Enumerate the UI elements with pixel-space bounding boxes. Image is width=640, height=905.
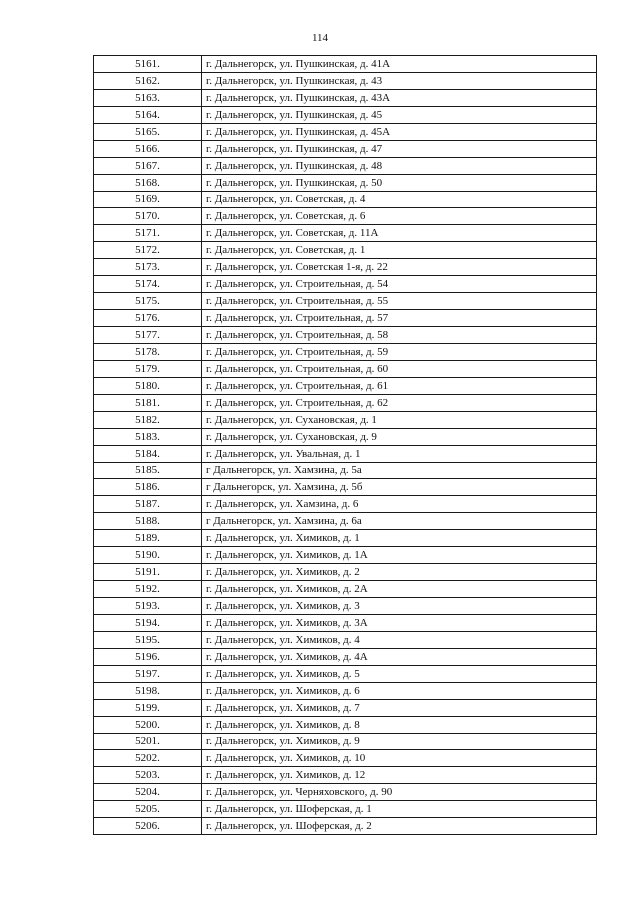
address-cell: г. Дальнегорск, ул. Сухановская, д. 9 (202, 428, 597, 445)
row-number-cell: 5189. (94, 530, 202, 547)
address-cell: г. Дальнегорск, ул. Шоферская, д. 1 (202, 801, 597, 818)
table-row (94, 259, 597, 276)
row-number-cell: 5186. (94, 479, 202, 496)
table-row (94, 56, 597, 73)
address-cell: г. Дальнегорск, ул. Химиков, д. 6 (202, 682, 597, 699)
row-number-cell: 5172. (94, 242, 202, 259)
table-row (94, 242, 597, 259)
address-cell: г. Дальнегорск, ул. Химиков, д. 5 (202, 665, 597, 682)
row-number-cell: 5183. (94, 428, 202, 445)
address-cell: г. Дальнегорск, ул. Советская, д. 11А (202, 225, 597, 242)
address-cell: г Дальнегорск, ул. Хамзина, д. 6а (202, 513, 597, 530)
table-row (94, 614, 597, 631)
table-row (94, 310, 597, 327)
row-number-cell: 5188. (94, 513, 202, 530)
row-number-cell: 5165. (94, 123, 202, 140)
address-cell: г Дальнегорск, ул. Хамзина, д. 5а (202, 462, 597, 479)
table-row (94, 174, 597, 191)
row-number-cell: 5175. (94, 293, 202, 310)
table-row (94, 496, 597, 513)
address-cell: г. Дальнегорск, ул. Черняховского, д. 90 (202, 784, 597, 801)
address-cell: г. Дальнегорск, ул. Строительная, д. 58 (202, 327, 597, 344)
address-cell: г. Дальнегорск, ул. Химиков, д. 3 (202, 598, 597, 615)
address-table-body (94, 56, 597, 835)
address-cell: г. Дальнегорск, ул. Хамзина, д. 6 (202, 496, 597, 513)
table-row (94, 208, 597, 225)
table-row (94, 106, 597, 123)
address-cell: г. Дальнегорск, ул. Советская 1-я, д. 22 (202, 259, 597, 276)
address-cell: г. Дальнегорск, ул. Увальная, д. 1 (202, 445, 597, 462)
table-row (94, 428, 597, 445)
address-cell: г. Дальнегорск, ул. Пушкинская, д. 45 (202, 106, 597, 123)
row-number-cell: 5191. (94, 564, 202, 581)
address-cell: г. Дальнегорск, ул. Строительная, д. 62 (202, 394, 597, 411)
row-number-cell: 5177. (94, 327, 202, 344)
address-cell: г. Дальнегорск, ул. Советская, д. 1 (202, 242, 597, 259)
table-row (94, 818, 597, 835)
address-table-container (93, 55, 597, 835)
table-row (94, 479, 597, 496)
table-row (94, 682, 597, 699)
address-cell: г. Дальнегорск, ул. Строительная, д. 57 (202, 310, 597, 327)
address-cell: г. Дальнегорск, ул. Пушкинская, д. 41А (202, 56, 597, 73)
row-number-cell: 5171. (94, 225, 202, 242)
table-row (94, 462, 597, 479)
row-number-cell: 5205. (94, 801, 202, 818)
address-cell: г. Дальнегорск, ул. Сухановская, д. 1 (202, 411, 597, 428)
row-number-cell: 5178. (94, 343, 202, 360)
address-cell: г. Дальнегорск, ул. Химиков, д. 1А (202, 547, 597, 564)
address-cell: г. Дальнегорск, ул. Строительная, д. 61 (202, 377, 597, 394)
row-number-cell: 5202. (94, 750, 202, 767)
row-number-cell: 5170. (94, 208, 202, 225)
address-cell: г. Дальнегорск, ул. Строительная, д. 60 (202, 360, 597, 377)
row-number-cell: 5185. (94, 462, 202, 479)
address-cell: г. Дальнегорск, ул. Химиков, д. 2 (202, 564, 597, 581)
address-cell: г. Дальнегорск, ул. Химиков, д. 12 (202, 767, 597, 784)
table-row (94, 699, 597, 716)
table-row (94, 293, 597, 310)
row-number-cell: 5198. (94, 682, 202, 699)
table-row (94, 225, 597, 242)
row-number-cell: 5166. (94, 140, 202, 157)
row-number-cell: 5200. (94, 716, 202, 733)
row-number-cell: 5182. (94, 411, 202, 428)
address-cell: г. Дальнегорск, ул. Химиков, д. 3А (202, 614, 597, 631)
row-number-cell: 5176. (94, 310, 202, 327)
address-cell: г. Дальнегорск, ул. Шоферская, д. 2 (202, 818, 597, 835)
address-cell: г. Дальнегорск, ул. Советская, д. 4 (202, 191, 597, 208)
address-cell: г. Дальнегорск, ул. Химиков, д. 2А (202, 581, 597, 598)
row-number-cell: 5193. (94, 598, 202, 615)
address-cell: г. Дальнегорск, ул. Химиков, д. 1 (202, 530, 597, 547)
table-row (94, 581, 597, 598)
row-number-cell: 5181. (94, 394, 202, 411)
address-cell: г. Дальнегорск, ул. Пушкинская, д. 43 (202, 72, 597, 89)
table-row (94, 750, 597, 767)
table-row (94, 513, 597, 530)
row-number-cell: 5190. (94, 547, 202, 564)
address-table (93, 55, 597, 835)
row-number-cell: 5204. (94, 784, 202, 801)
address-cell: г. Дальнегорск, ул. Пушкинская, д. 43А (202, 89, 597, 106)
address-cell: г. Дальнегорск, ул. Химиков, д. 8 (202, 716, 597, 733)
row-number-cell: 5161. (94, 56, 202, 73)
table-row (94, 767, 597, 784)
table-row (94, 140, 597, 157)
row-number-cell: 5173. (94, 259, 202, 276)
table-row (94, 784, 597, 801)
table-row (94, 343, 597, 360)
table-row (94, 276, 597, 293)
table-row (94, 445, 597, 462)
row-number-cell: 5206. (94, 818, 202, 835)
table-row (94, 648, 597, 665)
address-cell: г. Дальнегорск, ул. Химиков, д. 4 (202, 631, 597, 648)
row-number-cell: 5169. (94, 191, 202, 208)
table-row (94, 157, 597, 174)
row-number-cell: 5179. (94, 360, 202, 377)
address-cell: г. Дальнегорск, ул. Пушкинская, д. 47 (202, 140, 597, 157)
table-row (94, 394, 597, 411)
table-row (94, 547, 597, 564)
row-number-cell: 5197. (94, 665, 202, 682)
table-row (94, 716, 597, 733)
row-number-cell: 5164. (94, 106, 202, 123)
table-row (94, 327, 597, 344)
table-row (94, 191, 597, 208)
page-number: 114 (311, 32, 329, 44)
row-number-cell: 5201. (94, 733, 202, 750)
table-row (94, 123, 597, 140)
row-number-cell: 5180. (94, 377, 202, 394)
row-number-cell: 5194. (94, 614, 202, 631)
address-cell: г Дальнегорск, ул. Хамзина, д. 5б (202, 479, 597, 496)
row-number-cell: 5203. (94, 767, 202, 784)
address-cell: г. Дальнегорск, ул. Советская, д. 6 (202, 208, 597, 225)
row-number-cell: 5184. (94, 445, 202, 462)
table-row (94, 801, 597, 818)
table-row (94, 360, 597, 377)
table-row (94, 564, 597, 581)
address-cell: г. Дальнегорск, ул. Пушкинская, д. 50 (202, 174, 597, 191)
table-row (94, 598, 597, 615)
address-cell: г. Дальнегорск, ул. Строительная, д. 55 (202, 293, 597, 310)
table-row (94, 377, 597, 394)
row-number-cell: 5192. (94, 581, 202, 598)
row-number-cell: 5163. (94, 89, 202, 106)
address-cell: г. Дальнегорск, ул. Химиков, д. 4А (202, 648, 597, 665)
row-number-cell: 5187. (94, 496, 202, 513)
address-cell: г. Дальнегорск, ул. Строительная, д. 59 (202, 343, 597, 360)
table-row (94, 733, 597, 750)
address-cell: г. Дальнегорск, ул. Пушкинская, д. 48 (202, 157, 597, 174)
table-row (94, 530, 597, 547)
address-cell: г. Дальнегорск, ул. Химиков, д. 7 (202, 699, 597, 716)
row-number-cell: 5195. (94, 631, 202, 648)
table-row (94, 411, 597, 428)
table-row (94, 665, 597, 682)
row-number-cell: 5168. (94, 174, 202, 191)
address-cell: г. Дальнегорск, ул. Химиков, д. 10 (202, 750, 597, 767)
row-number-cell: 5167. (94, 157, 202, 174)
address-cell: г. Дальнегорск, ул. Пушкинская, д. 45А (202, 123, 597, 140)
address-cell: г. Дальнегорск, ул. Строительная, д. 54 (202, 276, 597, 293)
table-row (94, 89, 597, 106)
table-row (94, 631, 597, 648)
address-cell: г. Дальнегорск, ул. Химиков, д. 9 (202, 733, 597, 750)
table-row (94, 72, 597, 89)
row-number-cell: 5196. (94, 648, 202, 665)
row-number-cell: 5162. (94, 72, 202, 89)
row-number-cell: 5199. (94, 699, 202, 716)
row-number-cell: 5174. (94, 276, 202, 293)
